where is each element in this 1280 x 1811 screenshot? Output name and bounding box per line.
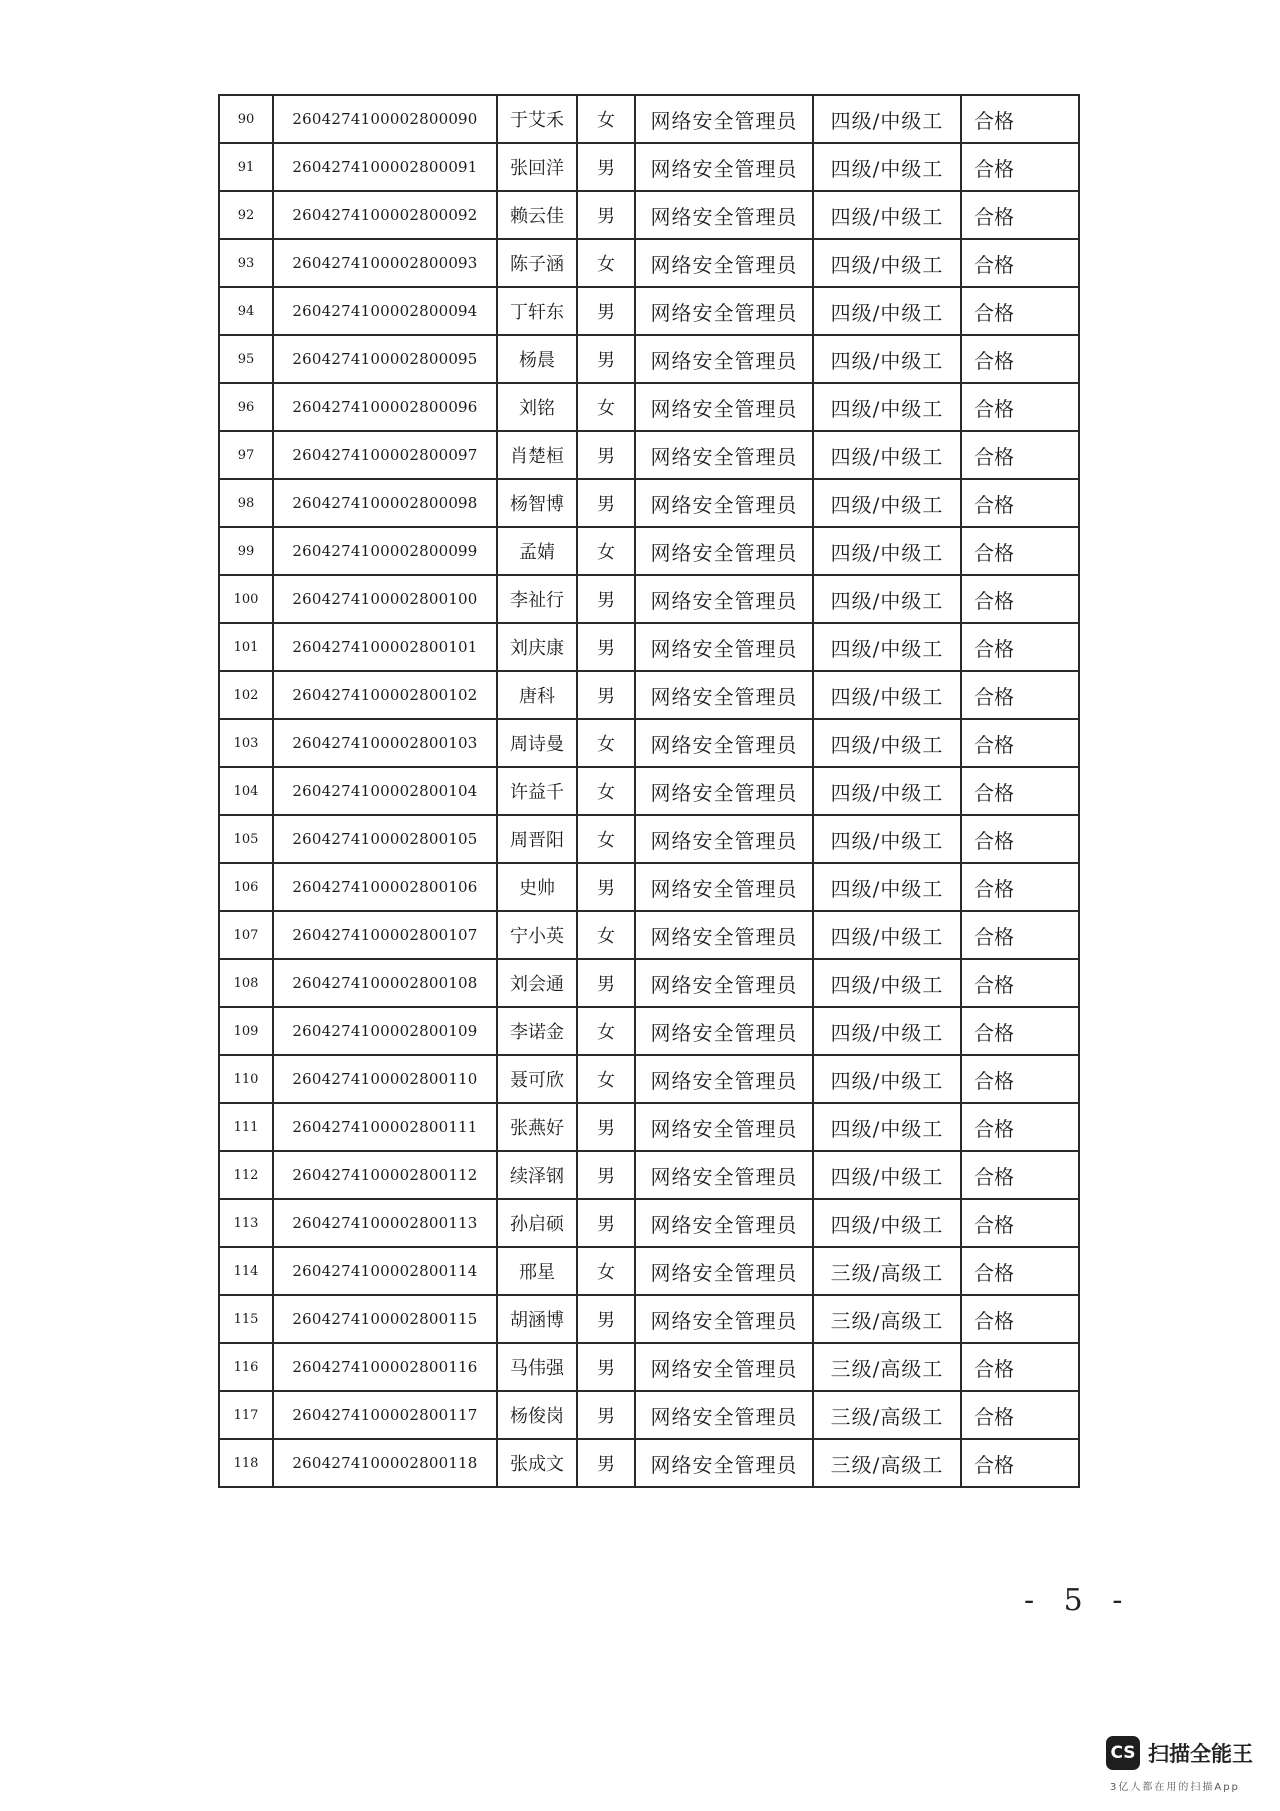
candidate-id: 2604274100002800107 [273,911,497,959]
row-number: 111 [219,1103,273,1151]
table-body [219,95,1079,1487]
watermark-app-name: 扫描全能王 [1148,1742,1253,1766]
candidate-id: 2604274100002800104 [273,767,497,815]
table-row [219,1343,1079,1391]
skill-level: 四级/中级工 [813,1007,961,1055]
table-row [219,959,1079,1007]
skill-level: 四级/中级工 [813,527,961,575]
candidate-gender: 女 [577,527,635,575]
row-number: 108 [219,959,273,1007]
table-row [219,239,1079,287]
skill-level: 四级/中级工 [813,1151,961,1199]
table-row [219,671,1079,719]
candidate-id: 2604274100002800097 [273,431,497,479]
occupation: 网络安全管理员 [635,1247,813,1295]
candidate-gender: 男 [577,1151,635,1199]
row-number: 96 [219,383,273,431]
candidate-id: 2604274100002800096 [273,383,497,431]
candidate-gender: 男 [577,1199,635,1247]
candidate-name: 李诺金 [497,1007,577,1055]
table-row [219,767,1079,815]
candidate-gender: 男 [577,479,635,527]
row-number: 93 [219,239,273,287]
candidate-id: 2604274100002800092 [273,191,497,239]
candidate-gender: 男 [577,575,635,623]
candidate-name: 杨俊岗 [497,1391,577,1439]
row-number: 116 [219,1343,273,1391]
skill-level: 四级/中级工 [813,815,961,863]
skill-level: 四级/中级工 [813,863,961,911]
skill-level: 四级/中级工 [813,671,961,719]
candidate-gender: 女 [577,95,635,143]
row-number: 103 [219,719,273,767]
occupation: 网络安全管理员 [635,1439,813,1487]
candidate-name: 杨智博 [497,479,577,527]
occupation: 网络安全管理员 [635,479,813,527]
candidate-gender: 男 [577,1343,635,1391]
row-number: 115 [219,1295,273,1343]
exam-result: 合格 [961,287,1079,335]
exam-result: 合格 [961,1391,1079,1439]
candidate-name: 肖楚桓 [497,431,577,479]
row-number: 100 [219,575,273,623]
table-row [219,863,1079,911]
row-number: 105 [219,815,273,863]
candidate-id: 2604274100002800101 [273,623,497,671]
table-row [219,335,1079,383]
candidate-id: 2604274100002800102 [273,671,497,719]
candidate-id: 2604274100002800118 [273,1439,497,1487]
candidate-id: 2604274100002800099 [273,527,497,575]
exam-result: 合格 [961,959,1079,1007]
table-row [219,1247,1079,1295]
candidate-name: 杨晨 [497,335,577,383]
table-row [219,911,1079,959]
occupation: 网络安全管理员 [635,959,813,1007]
table-row [219,479,1079,527]
candidate-gender: 男 [577,863,635,911]
exam-result: 合格 [961,671,1079,719]
candidate-name: 胡涵博 [497,1295,577,1343]
candidate-id: 2604274100002800098 [273,479,497,527]
exam-result: 合格 [961,239,1079,287]
page-number: - 5 - [1024,1583,1133,1618]
exam-result: 合格 [961,1295,1079,1343]
row-number: 92 [219,191,273,239]
candidate-gender: 男 [577,623,635,671]
skill-level: 四级/中级工 [813,623,961,671]
candidate-name: 马伟强 [497,1343,577,1391]
skill-level: 四级/中级工 [813,719,961,767]
skill-level: 四级/中级工 [813,1199,961,1247]
occupation: 网络安全管理员 [635,335,813,383]
candidate-id: 2604274100002800095 [273,335,497,383]
skill-level: 四级/中级工 [813,383,961,431]
candidate-name: 刘铭 [497,383,577,431]
candidate-id: 2604274100002800116 [273,1343,497,1391]
row-number: 113 [219,1199,273,1247]
row-number: 102 [219,671,273,719]
candidate-id: 2604274100002800106 [273,863,497,911]
candidate-name: 史帅 [497,863,577,911]
candidate-id: 2604274100002800093 [273,239,497,287]
candidate-id: 2604274100002800103 [273,719,497,767]
occupation: 网络安全管理员 [635,1007,813,1055]
occupation: 网络安全管理员 [635,431,813,479]
occupation: 网络安全管理员 [635,287,813,335]
candidate-id: 2604274100002800109 [273,1007,497,1055]
candidate-id: 2604274100002800105 [273,815,497,863]
table-row [219,1439,1079,1487]
row-number: 118 [219,1439,273,1487]
row-number: 114 [219,1247,273,1295]
skill-level: 四级/中级工 [813,191,961,239]
occupation: 网络安全管理员 [635,719,813,767]
candidate-gender: 男 [577,335,635,383]
skill-level: 四级/中级工 [813,479,961,527]
candidate-id: 2604274100002800111 [273,1103,497,1151]
exam-result: 合格 [961,1247,1079,1295]
occupation: 网络安全管理员 [635,1055,813,1103]
exam-result: 合格 [961,1199,1079,1247]
row-number: 109 [219,1007,273,1055]
exam-result: 合格 [961,575,1079,623]
results-table [218,94,1080,1488]
candidate-gender: 男 [577,1391,635,1439]
occupation: 网络安全管理员 [635,1103,813,1151]
row-number: 98 [219,479,273,527]
row-number: 95 [219,335,273,383]
candidate-name: 张回洋 [497,143,577,191]
exam-result: 合格 [961,767,1079,815]
skill-level: 三级/高级工 [813,1295,961,1343]
row-number: 107 [219,911,273,959]
exam-result: 合格 [961,479,1079,527]
candidate-name: 续泽钢 [497,1151,577,1199]
occupation: 网络安全管理员 [635,815,813,863]
table-row [219,95,1079,143]
scanner-watermark [1106,1736,1276,1796]
occupation: 网络安全管理员 [635,383,813,431]
candidate-gender: 女 [577,239,635,287]
candidate-name: 邢星 [497,1247,577,1295]
table-row [219,143,1079,191]
candidate-name: 孟婧 [497,527,577,575]
occupation: 网络安全管理员 [635,911,813,959]
occupation: 网络安全管理员 [635,767,813,815]
row-number: 106 [219,863,273,911]
candidate-name: 丁轩东 [497,287,577,335]
occupation: 网络安全管理员 [635,1391,813,1439]
row-number: 112 [219,1151,273,1199]
occupation: 网络安全管理员 [635,143,813,191]
candidate-gender: 女 [577,767,635,815]
skill-level: 四级/中级工 [813,959,961,1007]
occupation: 网络安全管理员 [635,863,813,911]
row-number: 90 [219,95,273,143]
occupation: 网络安全管理员 [635,191,813,239]
candidate-name: 宁小英 [497,911,577,959]
candidate-name: 刘庆康 [497,623,577,671]
table-row [219,1391,1079,1439]
candidate-name: 赖云佳 [497,191,577,239]
camscanner-logo-icon: CS [1106,1736,1140,1770]
candidate-gender: 女 [577,383,635,431]
candidate-name: 陈子涵 [497,239,577,287]
candidate-name: 许益千 [497,767,577,815]
row-number: 97 [219,431,273,479]
candidate-id: 2604274100002800114 [273,1247,497,1295]
candidate-gender: 男 [577,1295,635,1343]
occupation: 网络安全管理员 [635,671,813,719]
exam-result: 合格 [961,383,1079,431]
table-row [219,815,1079,863]
skill-level: 四级/中级工 [813,575,961,623]
exam-result: 合格 [961,911,1079,959]
candidate-id: 2604274100002800115 [273,1295,497,1343]
row-number: 117 [219,1391,273,1439]
skill-level: 四级/中级工 [813,1055,961,1103]
candidate-gender: 女 [577,1055,635,1103]
skill-level: 四级/中级工 [813,95,961,143]
skill-level: 四级/中级工 [813,287,961,335]
exam-result: 合格 [961,1151,1079,1199]
exam-result: 合格 [961,719,1079,767]
table-row [219,431,1079,479]
candidate-name: 聂可欣 [497,1055,577,1103]
candidate-id: 2604274100002800100 [273,575,497,623]
exam-result: 合格 [961,815,1079,863]
candidate-gender: 男 [577,1103,635,1151]
skill-level: 四级/中级工 [813,143,961,191]
candidate-gender: 男 [577,1439,635,1487]
exam-result: 合格 [961,1343,1079,1391]
row-number: 94 [219,287,273,335]
skill-level: 四级/中级工 [813,911,961,959]
exam-result: 合格 [961,95,1079,143]
candidate-id: 2604274100002800091 [273,143,497,191]
candidate-gender: 女 [577,719,635,767]
candidate-name: 于艾禾 [497,95,577,143]
skill-level: 三级/高级工 [813,1343,961,1391]
candidate-name: 张成文 [497,1439,577,1487]
table-row [219,383,1079,431]
occupation: 网络安全管理员 [635,1295,813,1343]
occupation: 网络安全管理员 [635,575,813,623]
occupation: 网络安全管理员 [635,527,813,575]
candidate-name: 刘会通 [497,959,577,1007]
candidate-id: 2604274100002800110 [273,1055,497,1103]
candidate-id: 2604274100002800117 [273,1391,497,1439]
exam-result: 合格 [961,191,1079,239]
candidate-gender: 女 [577,815,635,863]
occupation: 网络安全管理员 [635,95,813,143]
row-number: 99 [219,527,273,575]
watermark-slogan: 3亿人都在用的扫描App [1110,1782,1240,1793]
table-row [219,191,1079,239]
exam-result: 合格 [961,1055,1079,1103]
exam-result: 合格 [961,143,1079,191]
skill-level: 四级/中级工 [813,431,961,479]
candidate-gender: 女 [577,1007,635,1055]
occupation: 网络安全管理员 [635,1199,813,1247]
table-row [219,1007,1079,1055]
exam-result: 合格 [961,863,1079,911]
row-number: 101 [219,623,273,671]
candidate-id: 2604274100002800108 [273,959,497,1007]
occupation: 网络安全管理员 [635,239,813,287]
table-row [219,1055,1079,1103]
skill-level: 三级/高级工 [813,1439,961,1487]
candidate-id: 2604274100002800090 [273,95,497,143]
occupation: 网络安全管理员 [635,623,813,671]
table-row [219,719,1079,767]
exam-result: 合格 [961,623,1079,671]
candidate-gender: 女 [577,1247,635,1295]
occupation: 网络安全管理员 [635,1151,813,1199]
candidate-id: 2604274100002800113 [273,1199,497,1247]
skill-level: 四级/中级工 [813,239,961,287]
exam-result: 合格 [961,1103,1079,1151]
candidate-id: 2604274100002800094 [273,287,497,335]
table-row [219,575,1079,623]
table-row [219,287,1079,335]
row-number: 104 [219,767,273,815]
candidate-gender: 男 [577,431,635,479]
table-row [219,1199,1079,1247]
candidate-gender: 女 [577,911,635,959]
candidate-name: 张燕好 [497,1103,577,1151]
exam-result: 合格 [961,431,1079,479]
candidate-name: 周诗曼 [497,719,577,767]
skill-level: 四级/中级工 [813,767,961,815]
candidate-gender: 男 [577,191,635,239]
exam-result: 合格 [961,527,1079,575]
candidate-gender: 男 [577,671,635,719]
skill-level: 三级/高级工 [813,1247,961,1295]
candidate-name: 唐科 [497,671,577,719]
row-number: 91 [219,143,273,191]
table-row [219,1151,1079,1199]
exam-result: 合格 [961,1439,1079,1487]
skill-level: 四级/中级工 [813,1103,961,1151]
exam-result: 合格 [961,1007,1079,1055]
candidate-name: 李祉行 [497,575,577,623]
exam-result: 合格 [961,335,1079,383]
skill-level: 四级/中级工 [813,335,961,383]
candidate-name: 孙启硕 [497,1199,577,1247]
table-row [219,623,1079,671]
candidate-id: 2604274100002800112 [273,1151,497,1199]
skill-level: 三级/高级工 [813,1391,961,1439]
candidate-gender: 男 [577,959,635,1007]
table-row [219,1295,1079,1343]
row-number: 110 [219,1055,273,1103]
occupation: 网络安全管理员 [635,1343,813,1391]
candidate-gender: 男 [577,287,635,335]
table-row [219,1103,1079,1151]
table-row [219,527,1079,575]
candidate-name: 周晋阳 [497,815,577,863]
candidate-gender: 男 [577,143,635,191]
